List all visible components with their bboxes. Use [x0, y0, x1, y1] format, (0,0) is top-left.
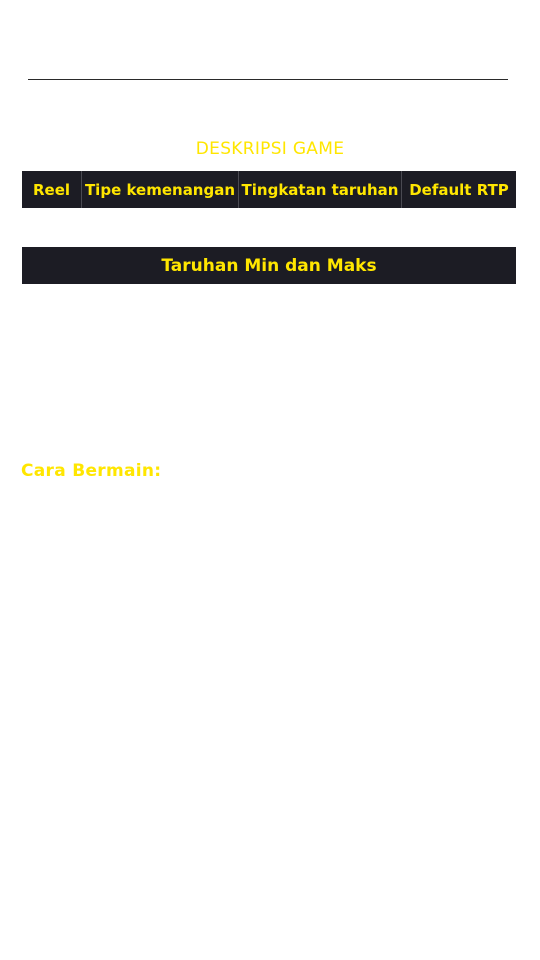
min-max-bet-header: Taruhan Min dan Maks — [22, 247, 516, 284]
column-header-win-type: Tipe kemenangan — [81, 171, 238, 208]
column-header-default-rtp: Default RTP — [401, 171, 516, 208]
game-description-title: DESKRIPSI GAME — [195, 139, 345, 159]
top-divider — [28, 79, 508, 80]
column-header-reel: Reel — [32, 180, 71, 199]
column-header-bet-levels: Tingkatan taruhan — [238, 171, 401, 208]
how-to-play-heading: Cara Bermain: — [21, 461, 162, 481]
game-info-table — [22, 171, 516, 208]
